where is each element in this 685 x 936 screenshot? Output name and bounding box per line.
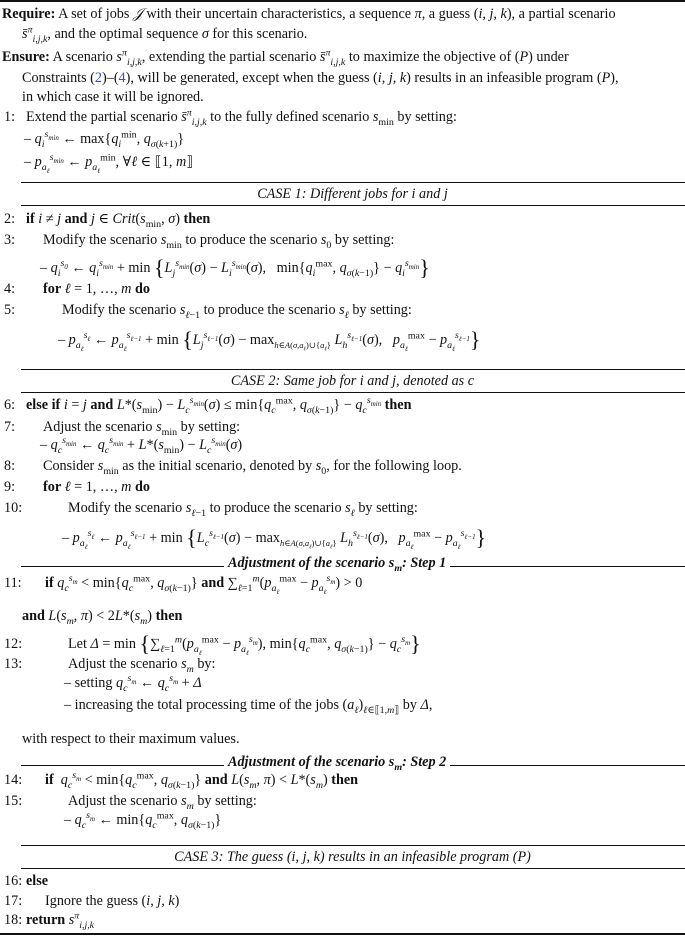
ensure-line-2: Constraints (2)–(4), will be generated, except when the guess (i, j, k) results in an infeasible program (P), (22, 70, 619, 86)
step-10: 10: Modify the scenario $s_{\ell-1}$ to produce the scenario $s_\ell$ by setting: (4, 500, 418, 519)
step-4: 4: for ℓ = 1, …, m do (4, 281, 150, 297)
require-line-1: Require: A set of jobs 𝒥 with their uncertain characteristics, a sequence π, a guess (i, j, k), a partial scenario (2, 6, 616, 22)
case1-caption: CASE 1: Different jobs for i and j (257, 186, 448, 202)
step-11-cont: and $L(s_m$, $\pi) < 2L*(s_m)$ then (22, 608, 183, 627)
step-2: 2: if i ≠ j and j ∈ $Crit(s_{min}$, σ) then (4, 211, 211, 230)
step-9: 9: for ℓ = 1, …, m do (4, 479, 150, 495)
step-1: 1: Extend the partial scenario s̄$^\pi_{i,j,k}$ to the fully defined scenario $s_{min}$ by setting: (4, 107, 457, 128)
step-14: 14: if $q_c^{s_m} < \min\{q_c^{max}$, $q_{\sigma(k-1)}$} and $L(s_m$, $\pi) < L*(s_m)$ then (4, 770, 359, 791)
case3-bottom-rule (21, 868, 685, 869)
case3-top-rule (21, 845, 685, 846)
ensure-label: Ensure: (2, 49, 50, 65)
step-16: 16: else (4, 873, 49, 889)
ensure-line-1: Ensure: A scenario $s^\pi_{i,j,k}$, extending the partial scenario s̄$^\pi_{i,j,k}$ to maximize the objective of (P) under (2, 47, 569, 68)
case1-top-rule (21, 182, 685, 183)
step-15-assign: – $q_c^{s_m}$ ← $\min\{q_c^{max}$, $q_{\sigma(k-1)}$} (64, 810, 222, 831)
bottom-rule (0, 933, 685, 935)
step-11: 11: if $q_c^{s_m} < \min\{q_c^{max}$, $q_{\sigma(k-1)}$} and $\sum_{\ell=1}^m(p_{a_\ell}^{max} - p_{a_\ell}^{s_m}) > 0$ (4, 573, 363, 596)
step-13-setting: – setting $q_c^{s_m}$ ← $q_c^{s_m} + \Delta$ (64, 673, 202, 694)
constraint-ref-4[interactable]: 4 (118, 70, 126, 86)
case3-caption: CASE 3: The guess (i, j, k) results in an infeasible program (P) (174, 849, 531, 865)
step-13: 13: Adjust the scenario $s_m$ by: (4, 656, 216, 675)
step-12: 12: Let $\Delta = \min \{\sum_{\ell=1}^m(p_{a_\ell}^{max} - p_{a_\ell}^{s_m})$, $\min\{q_c^{max}$, $q_{\sigma(k-1)}\} - q_c^{s_m}$} (4, 631, 421, 657)
case2-bottom-rule (21, 392, 685, 393)
step-18: 18: return $s^\pi_{i,j,k}$ (4, 910, 95, 931)
case2-top-rule (21, 369, 685, 370)
step-15: 15: Adjust the scenario $s_m$ by setting: (4, 793, 257, 812)
step-7: 7: Adjust the scenario $s_{min}$ by setting: (4, 419, 241, 438)
step-1-assign-p: – $p_{a_\ell}^{s_{min}}$ ← $p_{a_\ell}^{min}$, ∀ℓ ∈ ⟦1, m⟧ (24, 152, 194, 175)
constraint-ref-2[interactable]: 2 (94, 70, 102, 86)
require-label: Require: (2, 6, 56, 22)
step-10-assign: – $p_{a_\ell}^{s_\ell}$ ← $p_{a_\ell}^{s_{\ell-1}} + \min \{L_c^{s_{\ell-1}}(\sigma) - \max_{h\in A(\sigma,a_\ell)\cup\{a_\ell\}} L_h^{s_{\ell-1}}(\sigma)$, $p_{a_\ell}^{max} - p_{a_\ell}^{s_{\ell-1}}$} (62, 525, 487, 551)
step-6: 6: else if i = j and $L*(s_{min}) - L_c^{s_{min}}(\sigma) \le \min\{q_c^{max}$, $q_{\sigma(k-1)}\} - q_c^{s_{min}}$ then (4, 395, 412, 416)
case1-bottom-rule (21, 205, 685, 206)
step-5: 5: Modify the scenario $s_{\ell-1}$ to produce the scenario $s_\ell$ by setting: (4, 302, 412, 321)
step-1-assign-q: – $q_i^{s_{min}}$ ← $\max\{q_i^{min}$, $q_{\sigma(k+1)}$} (24, 129, 185, 150)
step-5-assign: – $p_{a_\ell}^{s_\ell}$ ← $p_{a_\ell}^{s_{\ell-1}} + \min \{L_j^{s_{\ell-1}}(\sigma) - \max_{h\in A(\sigma,a_\ell)\cup\{a_\ell\}} L_h^{s_{\ell-1}}(\sigma)$, $p_{a_\ell}^{max} - p_{a_\ell}^{s_{\ell-1}}$} (58, 327, 481, 353)
step-7-assign: – $q_c^{s_{min}}$ ← $q_c^{s_{min}} + L*(s_{min}) - L_c^{s_{min}}(\sigma)$ (40, 435, 243, 456)
step-17: 17: Ignore the guess (i, j, k) (4, 893, 180, 909)
step-13-cont: with respect to their maximum values. (22, 731, 240, 747)
step-8: 8: Consider $s_{min}$ as the initial scenario, denoted by $s_0$, for the following loop. (4, 458, 462, 477)
step2-caption: Adjustment of the scenario $s_m$: Step 2 (224, 754, 450, 772)
top-rule (0, 0, 685, 2)
step-13-increasing: – increasing the total processing time of the jobs $(a_\ell)_{\ell\in⟦1,m⟧}$ by Δ, (64, 697, 433, 716)
require-line-2: s̄$^\pi_{i,j,k}$, and the optimal sequence σ for this scenario. (22, 24, 308, 45)
step1-caption: Adjustment of the scenario $s_m$: Step 1 (224, 555, 450, 573)
step-3: 3: Modify the scenario $s_{min}$ to produce the scenario $s_0$ by setting: (4, 232, 395, 251)
step-3-assign: – $q_i^{s_0}$ ← $q_i^{s_{min}} + \min \{L_j^{s_{min}}(\sigma) - L_i^{s_{min}}(\sigma)$, $\min\{q_i^{max}$, $q_{\sigma(k-1)}\} - q_i^{s_{min}}$} (40, 255, 430, 280)
ensure-line-3: in which case it will be ignored. (22, 89, 204, 105)
case2-caption: CASE 2: Same job for i and j, denoted as c (230, 373, 475, 389)
